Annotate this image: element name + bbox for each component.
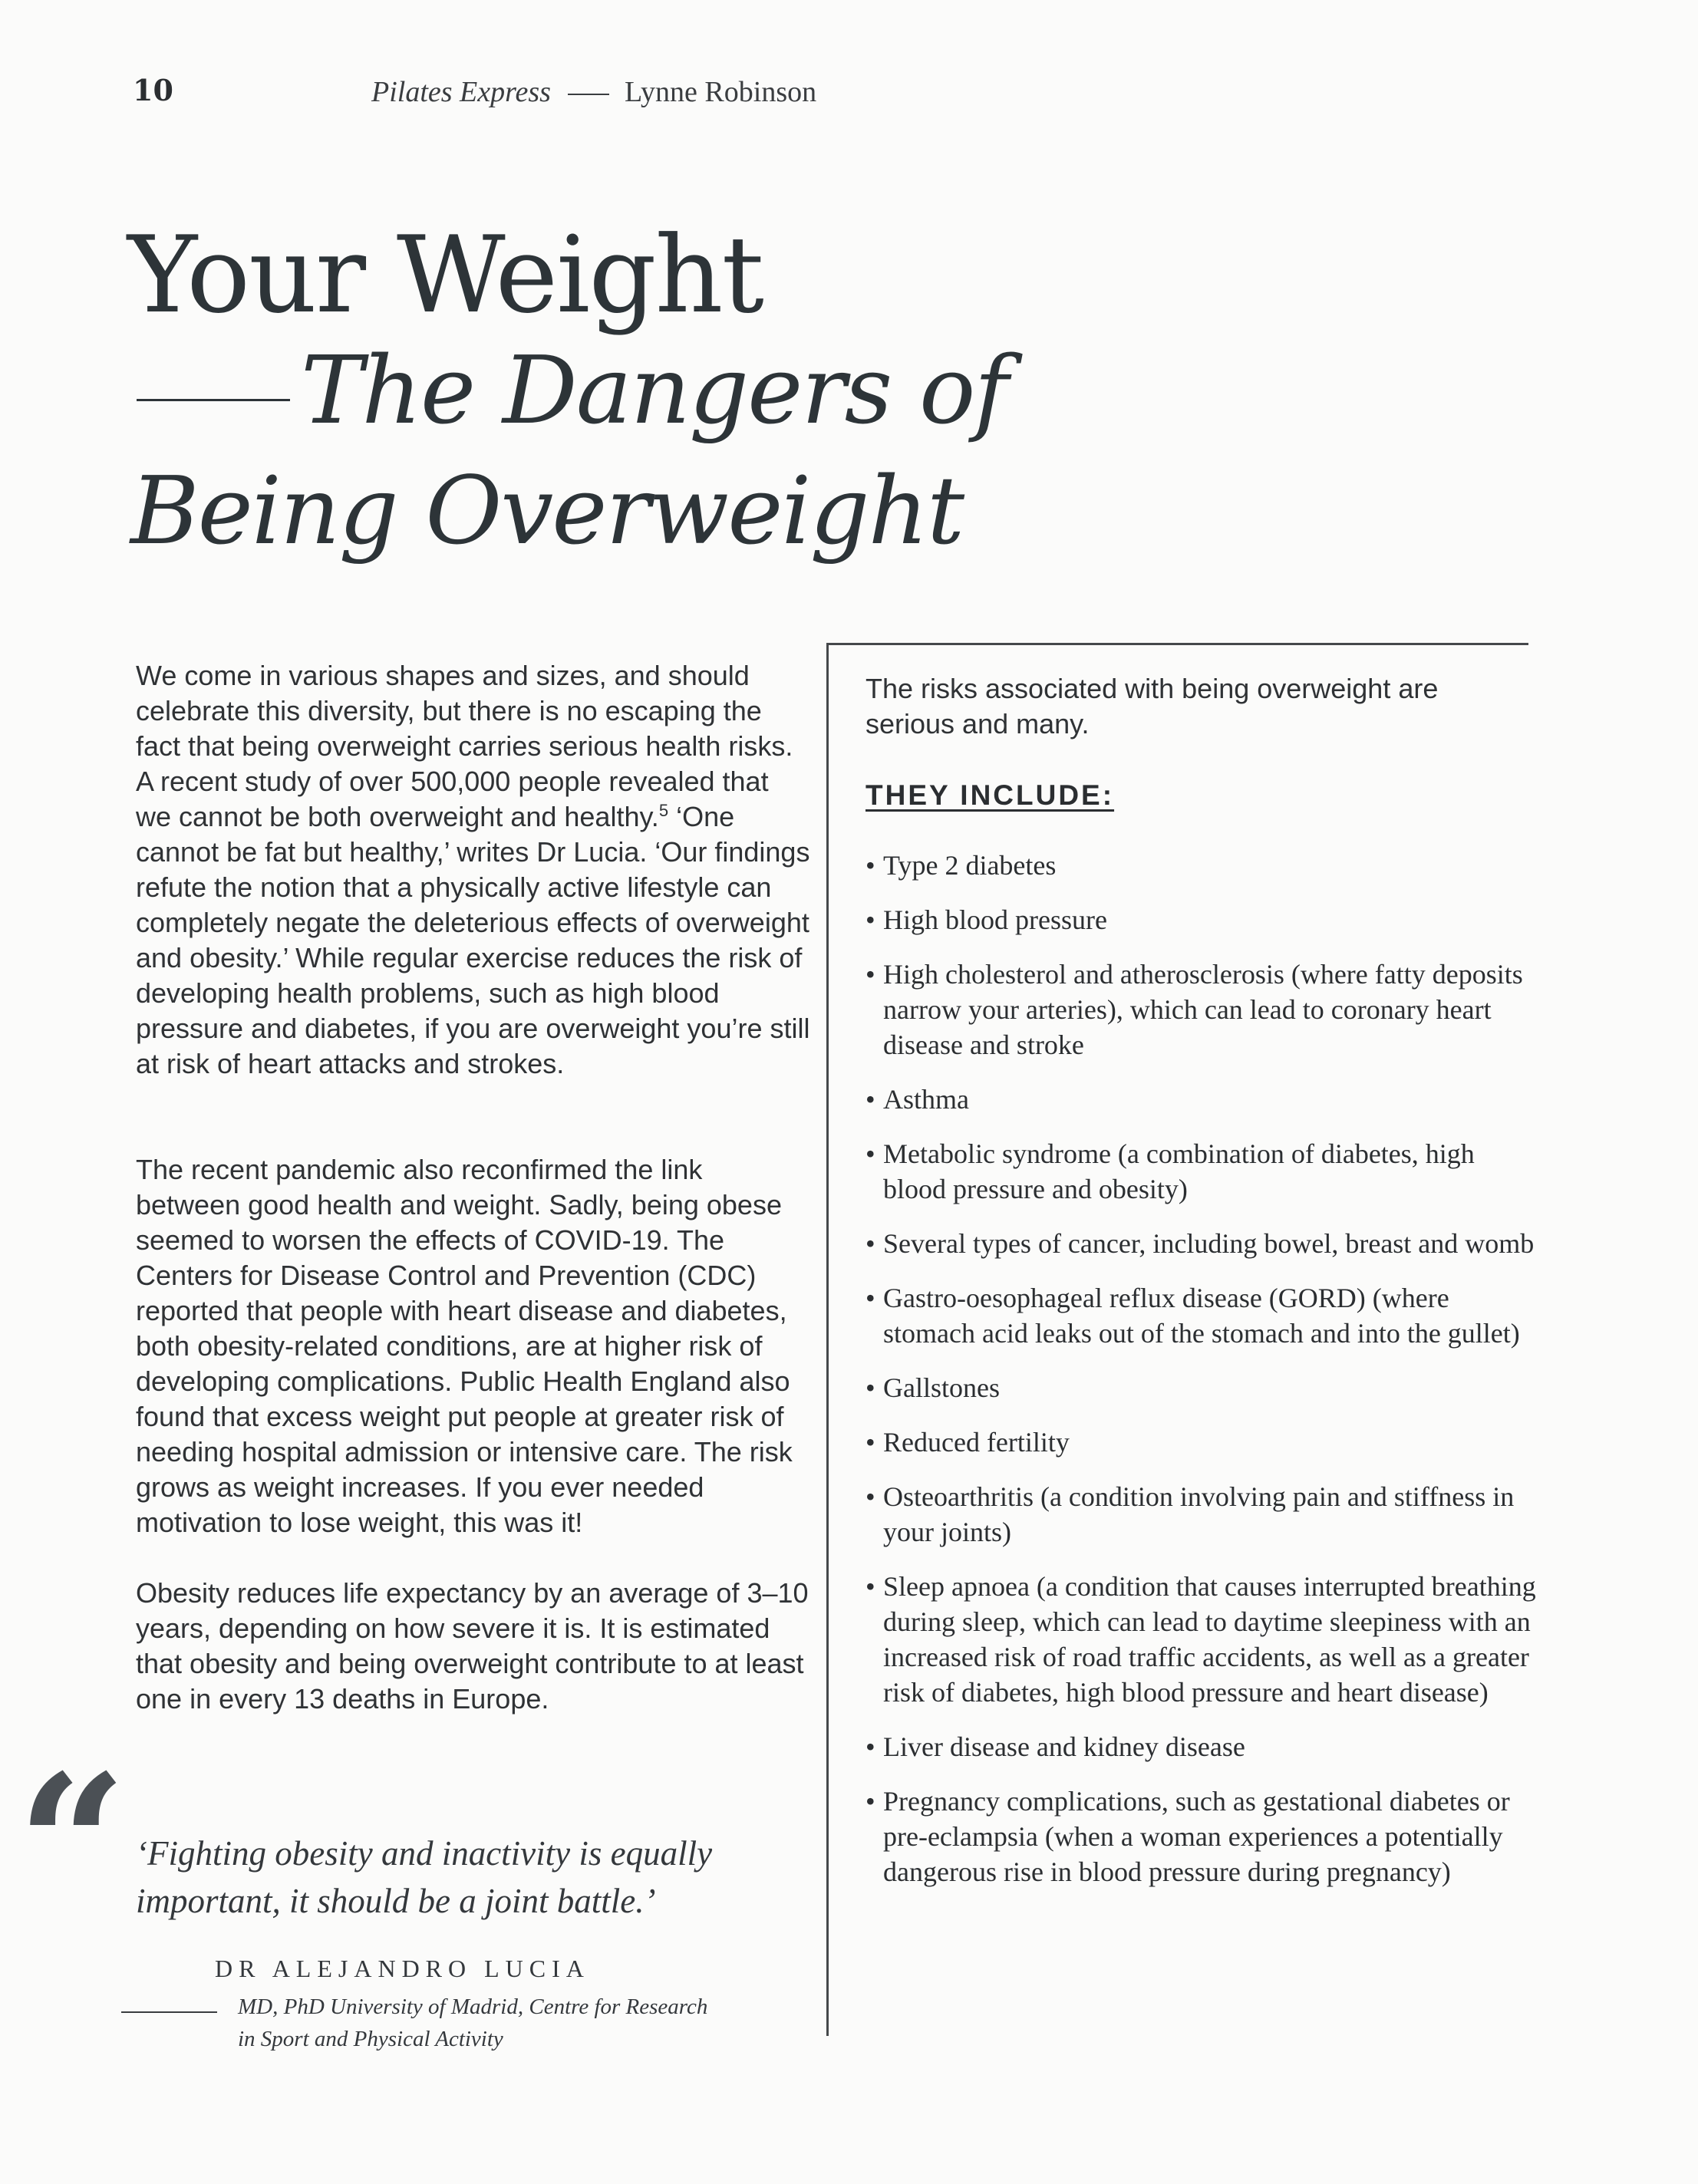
title-rule [137, 399, 290, 401]
list-item [865, 1136, 1541, 1207]
risk-text: Gastro-oesophageal reflux disease (GORD) (where stomach acid leaks out of the stomach and into the gullet) [883, 1283, 1520, 1349]
bullet-icon: • [865, 1731, 875, 1762]
list-item [865, 848, 1541, 883]
paragraph-text: We come in various shapes and sizes, and should celebrate this diversity, but there is no escaping the fact that being overweight carries serious health risks. A recent study of over 500,000 people revealed that we cannot be both overweight and healthy. [136, 660, 793, 832]
risk-text: Asthma [883, 1084, 969, 1115]
bullet-icon: • [865, 959, 875, 990]
risk-text: Pregnancy complications, such as gestational diabetes or pre-eclampsia (when a woman experiences a potentially dangerous rise in blood pressure during pregnancy) [883, 1786, 1510, 1887]
footnote-marker: 5 [658, 801, 669, 820]
section-heading: THEY INCLUDE: [865, 779, 1115, 811]
box-top-rule [826, 643, 1528, 645]
bullet-icon: • [865, 850, 875, 881]
body-paragraph-3: Obesity reduces life expectancy by an average of 3–10 years, depending on how severe it is. It is estimated that obesity and being overweight contribute to at least one in every 13 deaths in Europe. [136, 1577, 809, 1715]
bullet-icon: • [865, 1084, 875, 1115]
list-item [865, 902, 1541, 937]
paragraph-text: ‘One cannot be fat but healthy,’ writes Dr Lucia. ‘Our findings refute the notion that a physically active lifestyle can completely negate the deleterious effects of overweight and obesity.’ While regular exercise reduces the risk of developing health problems, such as high blood pressure and diabetes, if you are overweight you’re still at risk of heart attacks and strokes. [136, 801, 810, 1079]
bullet-icon: • [865, 1427, 875, 1458]
bullet-icon: • [865, 1571, 875, 1602]
header-dash [568, 94, 609, 95]
list-item [865, 1370, 1541, 1405]
risk-text: Several types of cancer, including bowel, breast and womb [883, 1228, 1535, 1259]
risk-text: Osteoarthritis (a condition involving pain and stiffness in your joints) [883, 1481, 1515, 1547]
bullet-icon: • [865, 1786, 875, 1817]
quote-author: DR ALEJANDRO LUCIA [215, 1955, 590, 1982]
list-item [865, 957, 1541, 1062]
bullet-icon: • [865, 904, 875, 935]
list-item [865, 1729, 1541, 1764]
pull-quote-text: ‘Fighting obesity and inactivity is equally important, it should be a joint battle.’ [136, 1834, 713, 1920]
list-item [865, 1280, 1541, 1351]
running-header [371, 75, 816, 109]
quote-mark-icon: “ [17, 1732, 127, 1958]
page-title: Your Weight [127, 213, 763, 337]
bullet-icon: • [865, 1481, 875, 1512]
list-item [865, 1784, 1541, 1889]
risk-text: High blood pressure [883, 904, 1107, 935]
list-item [865, 1569, 1541, 1710]
risk-text: Reduced fertility [883, 1427, 1070, 1458]
risk-text: Sleep apnoea (a condition that causes interrupted breathing during sleep, which can lead to daytime sleepiness with an increased risk of road traffic accidents, as well as a greater risk of diabetes, high blood pressure and heart disease) [883, 1571, 1536, 1708]
list-item [865, 1425, 1541, 1460]
page-subtitle-line2: Being Overweight [130, 456, 964, 565]
book-title: Pilates Express [371, 76, 551, 108]
bullet-icon: • [865, 1228, 875, 1259]
quote-credentials: MD, PhD University of Madrid, Centre for Research in Sport and Physical Activity [238, 1995, 708, 2051]
bullet-icon: • [865, 1138, 875, 1169]
risks-intro: The risks associated with being overweight are serious and many. [865, 673, 1439, 740]
body-paragraph-1 [136, 658, 811, 1082]
page-number: 10 [133, 73, 173, 107]
risk-text: Type 2 diabetes [883, 850, 1057, 881]
risk-text: Metabolic syndrome (a combination of diabetes, high blood pressure and obesity) [883, 1138, 1475, 1204]
list-item [865, 1082, 1541, 1117]
risk-list [865, 848, 1541, 1909]
risk-text: High cholesterol and atherosclerosis (where fatty deposits narrow your arteries), which can lead to coronary heart disease and stroke [883, 959, 1523, 1060]
bullet-icon: • [865, 1283, 875, 1313]
body-paragraph-2: The recent pandemic also reconfirmed the link between good health and weight. Sadly, being obese seemed to worsen the effects of COVID-19. The Centers for Disease Control and Prevention (CDC) reported that people with heart disease and diabetes, both obesity-related conditions, are at higher risk of developing complications. Public Health England also found that excess weight put people at greater risk of needing hospital admission or intensive care. The risk grows as weight increases. If you ever needed motivation to lose weight, this was it! [136, 1154, 793, 1538]
author-name: Lynne Robinson [624, 76, 817, 108]
list-item [865, 1226, 1541, 1261]
bullet-icon: • [865, 1372, 875, 1403]
quote-rule [121, 2011, 217, 2013]
box-left-rule [826, 643, 829, 2036]
page-subtitle-line1: The Dangers of [301, 336, 1007, 445]
list-item [865, 1479, 1541, 1550]
risk-text: Gallstones [883, 1372, 1000, 1403]
risk-text: Liver disease and kidney disease [883, 1731, 1245, 1762]
